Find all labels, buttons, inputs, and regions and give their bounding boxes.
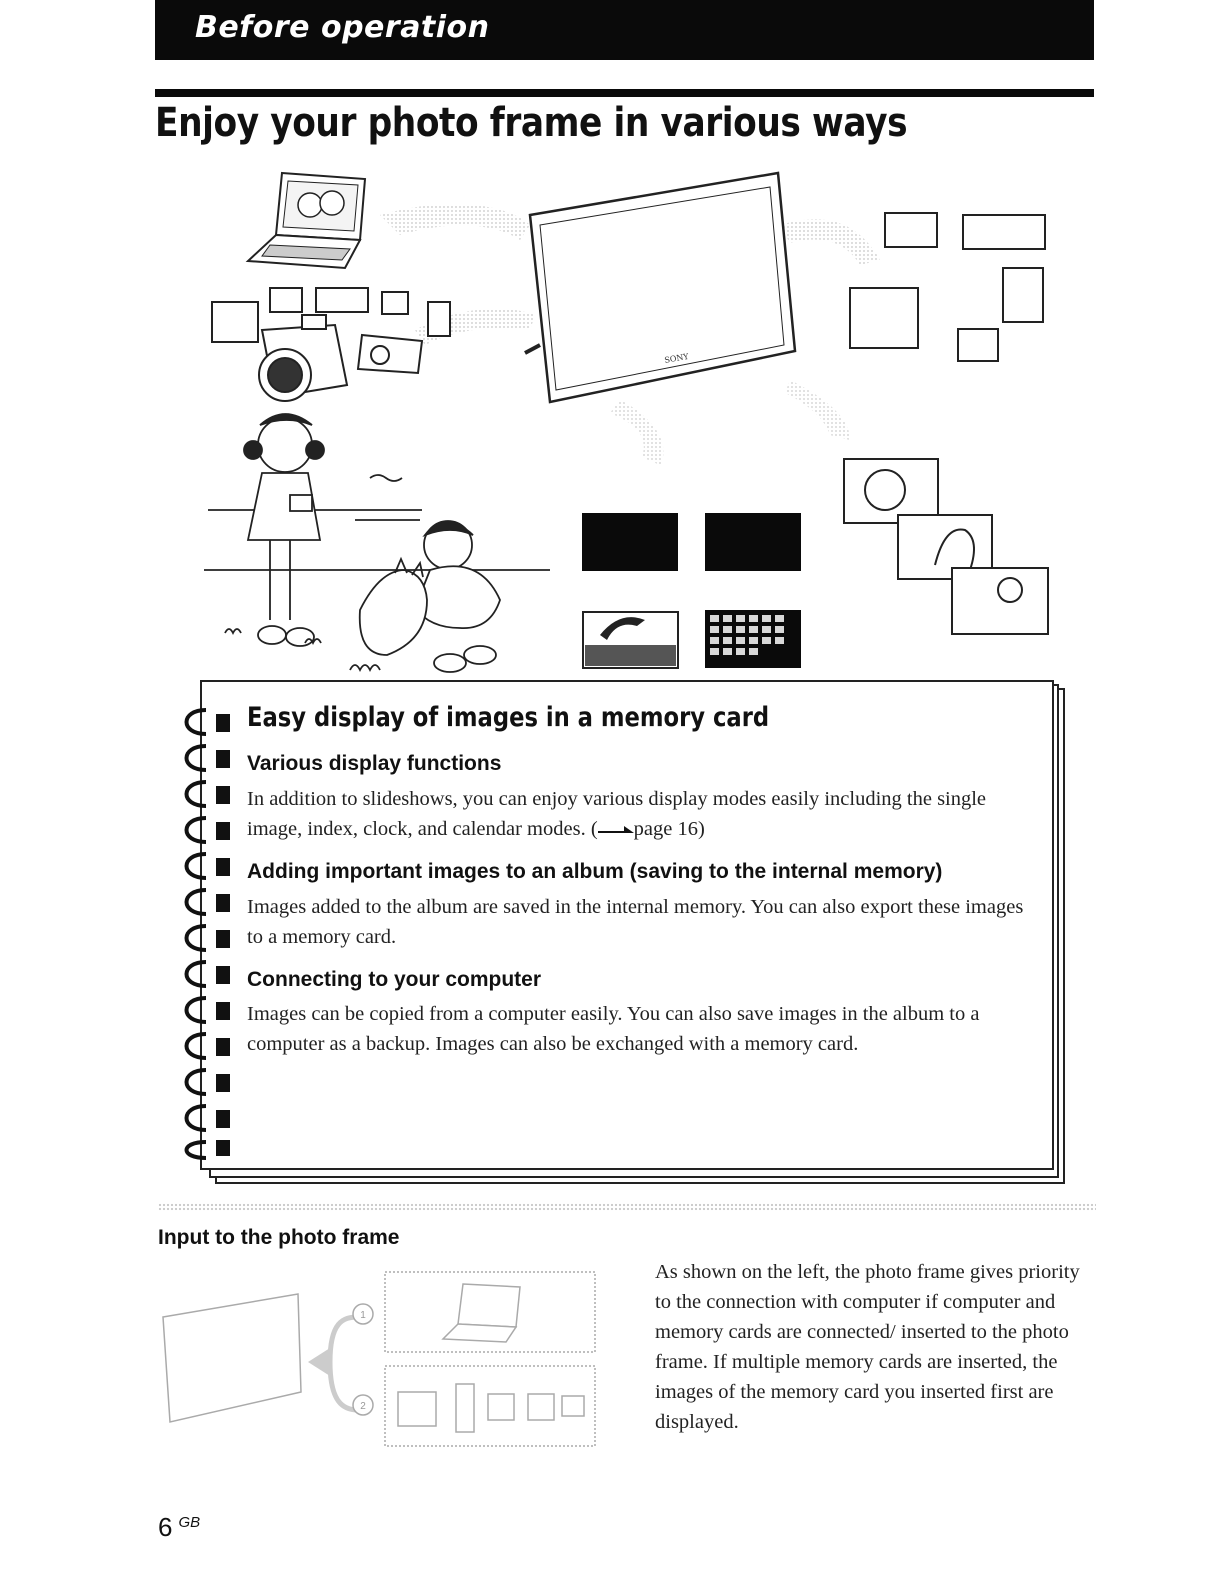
- feature-body-display-functions-text: In addition to slideshows, you can enjoy various display modes easily including the single image, index, clock, and calendar modes. (: [247, 788, 987, 840]
- section-label: Before operation: [195, 10, 490, 45]
- feature-body-computer: Images can be copied from a computer easily. You can also save images in the album to a computer as a backup. Images can also be exchanged with a memory card.: [247, 1003, 980, 1055]
- priority-badge-2-label: 2: [360, 1401, 366, 1412]
- display-mode-thumbnails: [582, 513, 801, 668]
- dotted-separator: [158, 1203, 1096, 1211]
- photo-frame-small-icon: [163, 1294, 301, 1422]
- compact-camera-icon: [358, 335, 422, 373]
- page-reference-link[interactable]: page 16): [633, 818, 705, 840]
- input-section-heading: Input to the photo frame: [158, 1226, 400, 1249]
- laptop-icon: [248, 173, 365, 268]
- page-reference-arrow-icon: [598, 824, 634, 836]
- feature-body-display-functions: [247, 784, 1037, 844]
- beach-scene: [204, 414, 550, 672]
- feature-title-album: Adding important images to an album (saving to the internal memory): [247, 860, 943, 883]
- page-number-suffix: GB: [178, 1514, 201, 1531]
- camera-icon: [259, 315, 347, 401]
- photo-frame-icon: [525, 173, 795, 402]
- feature-title-display-functions: Various display functions: [247, 752, 502, 775]
- page-number: [158, 1512, 200, 1543]
- page-number-value: 6: [158, 1512, 173, 1542]
- memory-cards-right: [850, 213, 1045, 361]
- arrow-down-center: [610, 400, 664, 465]
- arrow-down-right: [785, 380, 850, 440]
- input-priority-diagram: [158, 1262, 598, 1452]
- frame-brand-label: SONY: [663, 351, 690, 365]
- feature-box-heading: Easy display of images in a memory card: [247, 702, 770, 733]
- arrow-from-laptop: [380, 204, 530, 240]
- priority-badge-1-label: 1: [360, 1310, 366, 1321]
- feature-body-album: Images added to the album are saved in the internal memory. You can also export these images to a memory card.: [247, 896, 1024, 948]
- input-section-body: As shown on the left, the photo frame gives priority to the connection with computer if computer and memory cards are connected/ inserted to the photo frame. If multiple memory cards are inserted, the images of the memory card you inserted first are displayed.: [655, 1261, 1080, 1433]
- section-header-bar: [155, 0, 1094, 60]
- arrow-to-right: [780, 219, 880, 265]
- memory-card-small-icon: [398, 1392, 436, 1426]
- feature-title-computer: Connecting to your computer: [247, 968, 541, 991]
- hero-illustration: [190, 165, 1070, 680]
- laptop-small-icon: [458, 1284, 520, 1327]
- page-title: Enjoy your photo frame in various ways: [155, 100, 908, 146]
- spiral-binding: [172, 700, 236, 1160]
- cascading-photos: [844, 459, 1048, 634]
- title-rule: [155, 89, 1094, 97]
